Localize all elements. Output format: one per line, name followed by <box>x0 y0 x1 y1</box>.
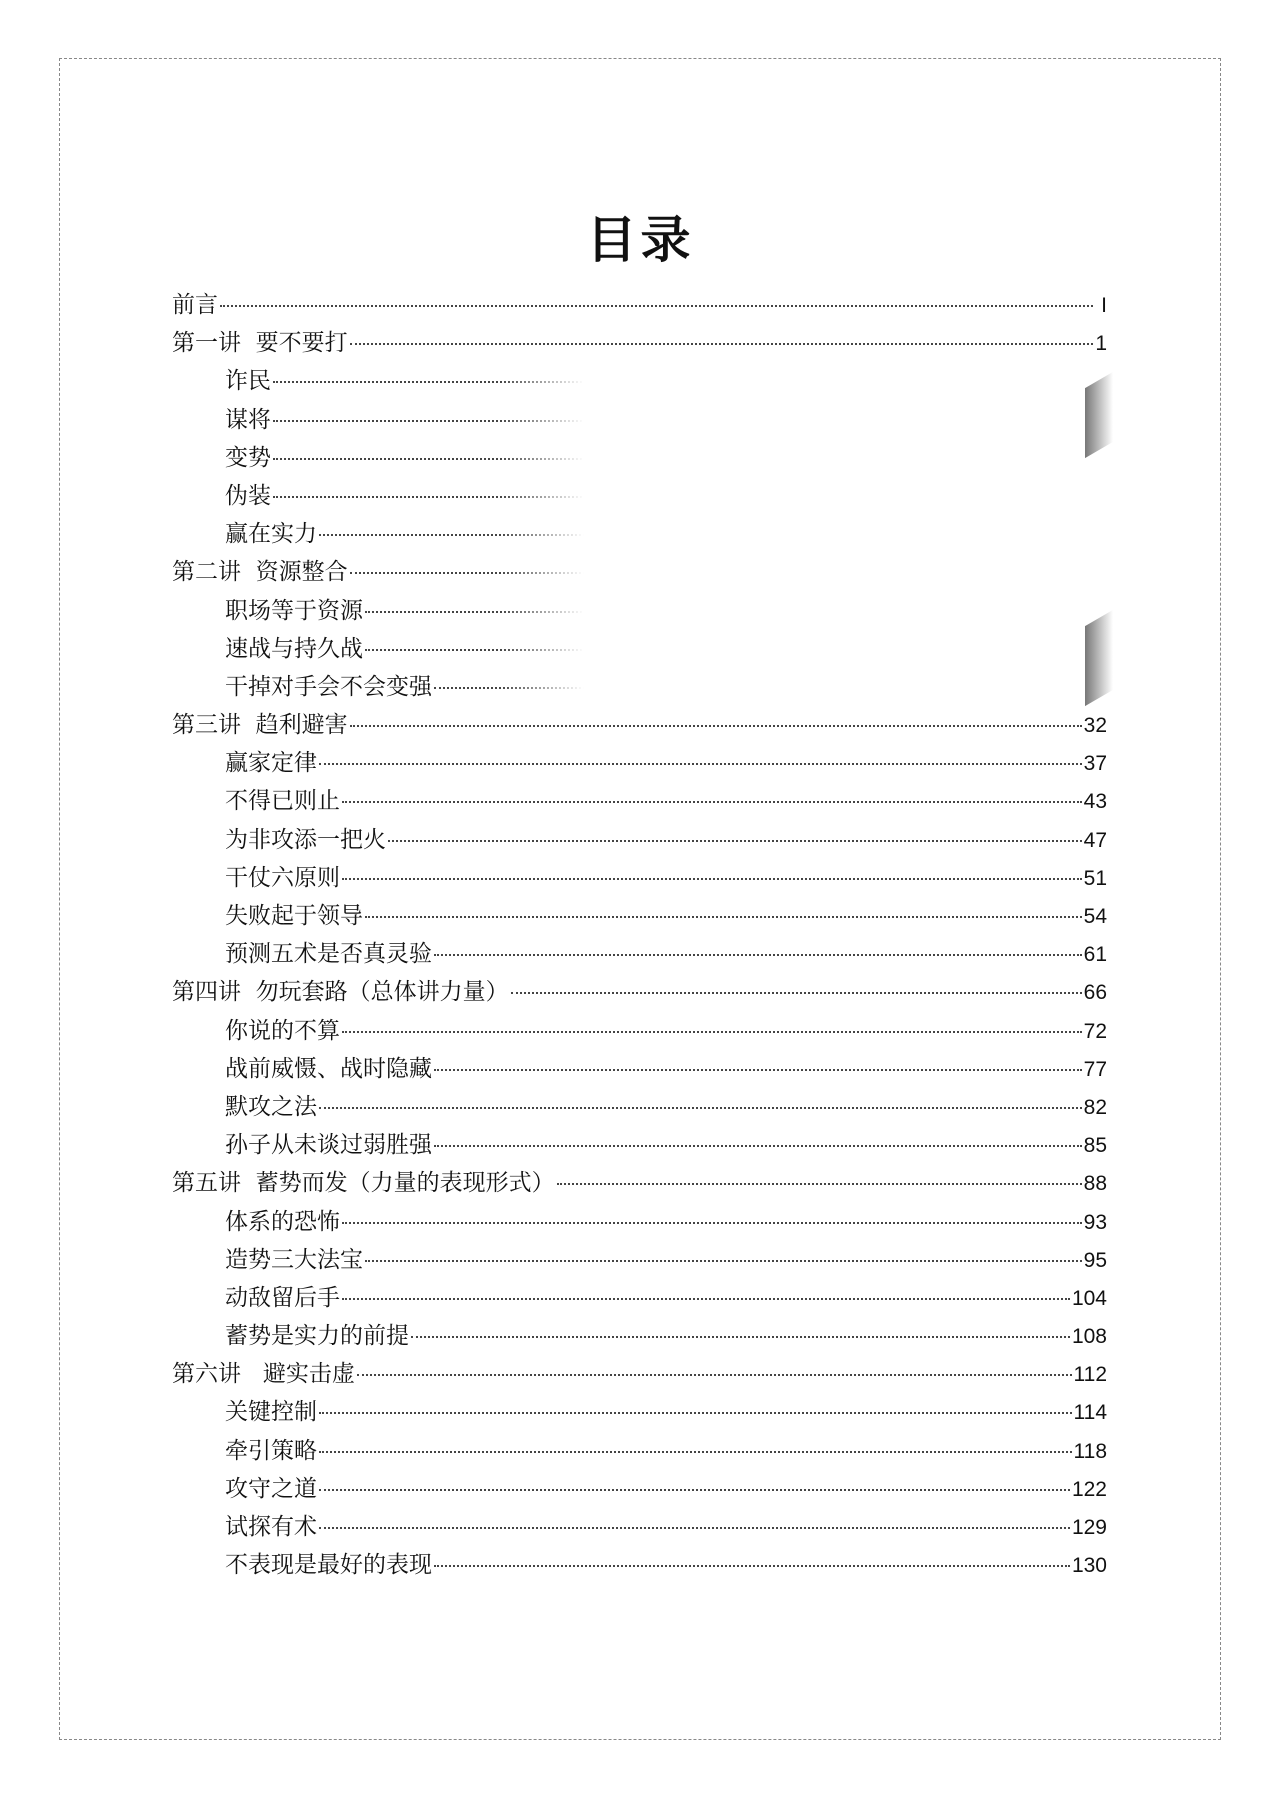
toc-entry-label: 前言 <box>172 292 218 318</box>
toc-entry-label: 预测五术是否真灵验 <box>225 941 432 968</box>
toc-dot-leader <box>511 992 1082 994</box>
toc-dot-leader <box>388 840 1082 842</box>
toc-dot-leader <box>434 1565 1070 1567</box>
toc-entry-label: 不得已则止 <box>225 788 340 815</box>
toc-page-number: I <box>1101 294 1107 317</box>
toc-entry-label: 默攻之法 <box>225 1093 317 1120</box>
toc-entry-label: 试探有术 <box>225 1514 317 1540</box>
toc-entry-label: 第六讲 避实击虚 <box>172 1361 355 1388</box>
toc-dot-leader <box>342 1298 1070 1300</box>
toc-page-number: 104 <box>1071 1286 1107 1310</box>
toc-entry-label: 伪装 <box>225 482 271 509</box>
toc-page-number: 112 <box>1073 1363 1107 1387</box>
toc-dot-leader <box>342 878 1082 880</box>
toc-entry-label: 动敌留后手 <box>225 1284 340 1311</box>
toc-entry-label: 赢在实力 <box>225 521 317 548</box>
toc-page-number: 118 <box>1073 1439 1107 1463</box>
toc-page-number: 129 <box>1071 1516 1107 1539</box>
toc-dot-leader <box>342 801 1082 803</box>
toc-entry-label: 赢家定律 <box>225 750 317 777</box>
toc-page-number: 88 <box>1083 1172 1107 1196</box>
toc-dot-leader <box>319 1412 1072 1414</box>
toc-section-entry[interactable] <box>172 1203 1107 1241</box>
toc-section-entry[interactable] <box>172 897 1107 935</box>
toc-entry-label: 为非攻添一把火 <box>225 826 386 853</box>
toc-entry-label: 攻守之道 <box>225 1475 317 1502</box>
toc-page-number: 85 <box>1083 1134 1107 1158</box>
toc-section-entry[interactable] <box>172 782 1107 820</box>
scan-fade-overlay <box>500 360 1100 690</box>
toc-entry-label: 诈民 <box>225 368 271 395</box>
toc-chapter-entry[interactable] <box>172 324 1107 362</box>
toc-section-entry[interactable] <box>172 1508 1107 1546</box>
toc-section-entry[interactable] <box>172 1317 1107 1355</box>
toc-section-entry[interactable] <box>172 1050 1107 1088</box>
toc-entry-label: 第二讲 资源整合 <box>172 559 348 586</box>
toc-chapter-entry[interactable] <box>172 286 1107 324</box>
toc-entry-label: 你说的不算 <box>225 1017 340 1044</box>
toc-dot-leader <box>411 1336 1070 1338</box>
toc-dot-leader <box>319 1451 1072 1453</box>
toc-dot-leader <box>319 1489 1070 1491</box>
toc-dot-leader <box>342 1222 1082 1224</box>
toc-entry-label: 蓄势是实力的前提 <box>225 1323 409 1350</box>
toc-dot-leader <box>319 1527 1070 1529</box>
toc-page-number: 32 <box>1083 714 1107 738</box>
toc-dot-leader <box>350 343 1093 345</box>
toc-dot-leader <box>365 916 1082 918</box>
toc-entry-label: 第三讲 趋利避害 <box>172 712 348 739</box>
toc-dot-leader <box>365 1260 1082 1262</box>
toc-entry-label: 第一讲 要不要打 <box>172 330 348 357</box>
toc-entry-label: 战前威慑、战时隐藏 <box>225 1055 432 1082</box>
toc-dot-leader <box>319 763 1082 765</box>
toc-entry-label: 失败起于领导 <box>225 903 363 929</box>
toc-section-entry[interactable] <box>172 1470 1107 1508</box>
toc-section-entry[interactable] <box>172 1393 1107 1431</box>
toc-section-entry[interactable] <box>172 1126 1107 1164</box>
toc-chapter-entry[interactable] <box>172 973 1107 1011</box>
toc-section-entry[interactable] <box>172 1432 1107 1470</box>
toc-section-entry[interactable] <box>172 859 1107 897</box>
toc-entry-label: 职场等于资源 <box>225 597 363 624</box>
toc-entry-label: 第四讲 勿玩套路（总体讲力量） <box>172 979 509 1006</box>
toc-entry-label: 速战与持久战 <box>225 635 363 662</box>
toc-page-number: 114 <box>1073 1401 1107 1425</box>
toc-dot-leader <box>357 1374 1072 1376</box>
toc-dot-leader <box>220 305 1093 307</box>
toc-section-entry[interactable] <box>172 1279 1107 1317</box>
toc-page-number: 54 <box>1083 905 1107 928</box>
toc-page-number: 95 <box>1083 1248 1107 1272</box>
toc-page-number: 61 <box>1083 943 1107 967</box>
toc-section-entry[interactable] <box>172 1546 1107 1584</box>
toc-page-number: 66 <box>1083 981 1107 1005</box>
toc-section-entry[interactable] <box>172 1088 1107 1126</box>
toc-page-number: 77 <box>1083 1057 1107 1081</box>
toc-page-number: 93 <box>1083 1210 1107 1234</box>
toc-section-entry[interactable] <box>172 821 1107 859</box>
toc-dot-leader <box>342 1031 1082 1033</box>
toc-page-number: 130 <box>1071 1554 1107 1578</box>
toc-chapter-entry[interactable] <box>172 1355 1107 1393</box>
toc-entry-label: 关键控制 <box>225 1399 317 1426</box>
toc-entry-label: 造势三大法宝 <box>225 1246 363 1273</box>
toc-page-number: 122 <box>1071 1477 1107 1501</box>
toc-chapter-entry[interactable] <box>172 1164 1107 1202</box>
toc-entry-label: 干掉对手会不会变强 <box>225 673 432 700</box>
toc-dot-leader <box>434 1069 1082 1071</box>
toc-section-entry[interactable] <box>172 744 1107 782</box>
scan-edge-mark <box>1085 610 1113 706</box>
toc-entry-label: 干仗六原则 <box>225 864 340 891</box>
toc-entry-label: 牵引策略 <box>225 1437 317 1464</box>
page-title: 目录 <box>586 211 695 269</box>
toc-page-number: 72 <box>1083 1019 1107 1043</box>
toc-page-number: 1 <box>1095 332 1107 356</box>
toc-page-number: 47 <box>1083 828 1107 852</box>
toc-entry-label: 不表现是最好的表现 <box>225 1552 432 1579</box>
toc-dot-leader <box>319 1107 1082 1109</box>
toc-page-number: 51 <box>1083 866 1107 890</box>
toc-dot-leader <box>434 954 1082 956</box>
toc-page-number: 82 <box>1083 1095 1107 1119</box>
toc-chapter-entry[interactable] <box>172 706 1107 744</box>
toc-dot-leader <box>434 1145 1082 1147</box>
toc-page-number: 37 <box>1083 752 1107 776</box>
toc-dot-leader <box>350 725 1082 727</box>
toc-section-entry[interactable] <box>172 935 1107 973</box>
toc-section-entry[interactable] <box>172 1241 1107 1279</box>
toc-section-entry[interactable] <box>172 1012 1107 1050</box>
toc-entry-label: 孙子从未谈过弱胜强 <box>225 1132 432 1159</box>
toc-entry-label: 谋将 <box>225 406 271 433</box>
toc-entry-label: 体系的恐怖 <box>225 1208 340 1235</box>
toc-entry-label: 第五讲 蓄势而发（力量的表现形式） <box>172 1170 555 1197</box>
toc-dot-leader <box>557 1183 1082 1185</box>
toc-entry-label: 变势 <box>225 444 271 471</box>
toc-page-number: 108 <box>1071 1325 1107 1349</box>
toc-page-number: 43 <box>1083 790 1107 814</box>
